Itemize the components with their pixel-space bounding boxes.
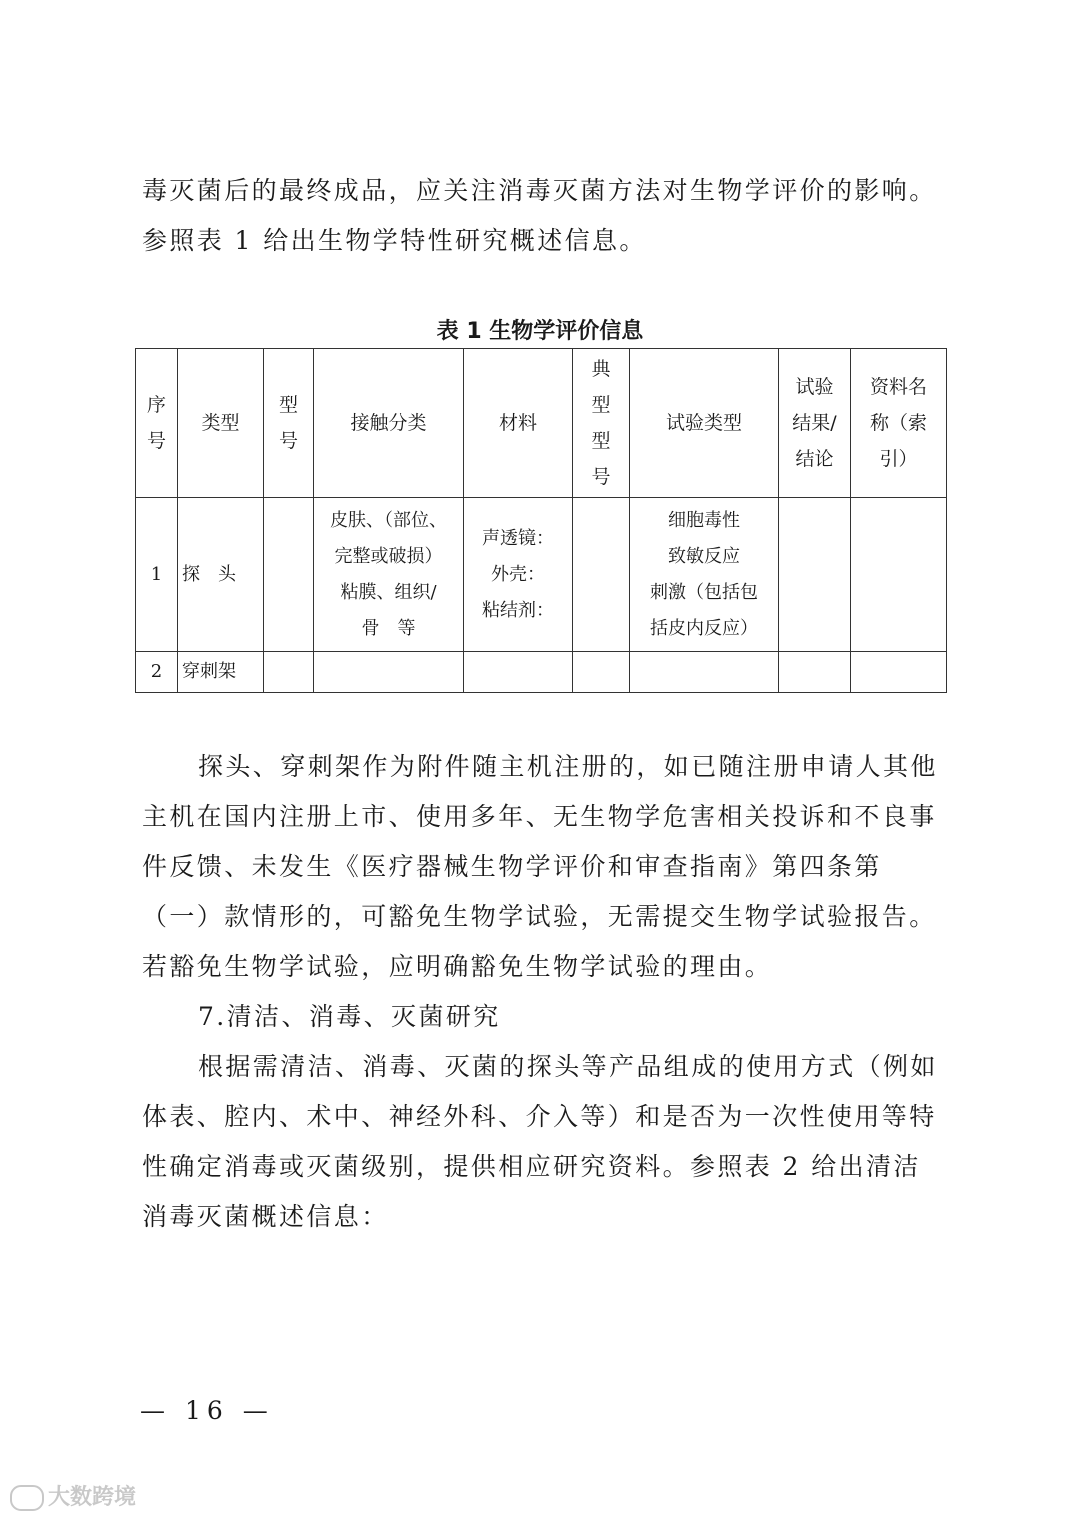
cell-reference — [851, 652, 947, 693]
table-row — [136, 652, 947, 693]
table-header-cell: 序 号 — [136, 349, 178, 498]
table-row — [136, 498, 947, 652]
table-header-cell: 试验 结果/ 结论 — [779, 349, 851, 498]
cell-reference — [851, 498, 947, 652]
table-header-cell: 接触分类 — [314, 349, 464, 498]
intro-line-1: 毒灭菌后的最终成品，应关注消毒灭菌方法对生物学评价的影响。 — [142, 176, 937, 205]
cell-typical-model — [573, 652, 630, 693]
cell-result — [779, 498, 851, 652]
watermark — [10, 1480, 136, 1511]
cell-test-types — [630, 652, 779, 693]
cell-contact — [314, 652, 464, 693]
table-header-row — [136, 349, 947, 498]
cell-typical-model — [573, 498, 630, 652]
cell-no: 1 — [136, 498, 178, 652]
cell-model — [264, 652, 314, 693]
page-number: — 16 — — [140, 1396, 274, 1425]
cell-contact: 皮肤、（部位、 完整或破损） 粘膜、组织/ 骨 等 — [314, 498, 464, 652]
table-header-cell: 型 号 — [264, 349, 314, 498]
cell-material: 声透镜： 外壳： 粘结剂： — [464, 498, 573, 652]
watermark-logo-icon — [10, 1485, 44, 1511]
cell-type: 探 头 — [178, 498, 264, 652]
body-paragraph-1: 探头、穿刺架作为附件随主机注册的，如已随注册申请人其他主机在国内注册上市、使用多年、无生物学危害相关投诉和不良事件反馈、未发生《医疗器械生物学评价和审查指南》第四条第（一）款情形的，可豁免生物学试验，无需提交生物学试验报告。若豁免生物学试验，应明确豁免生物学试验的理由。 — [142, 752, 938, 981]
table-header-cell: 材料 — [464, 349, 573, 498]
table-caption: 表 1 生物学评价信息 — [436, 319, 644, 344]
table-header-cell: 类型 — [178, 349, 264, 498]
cell-model — [264, 498, 314, 652]
cell-no: 2 — [136, 652, 178, 693]
bio-evaluation-table — [135, 348, 947, 693]
body-paragraph-2: 根据需清洁、消毒、灭菌的探头等产品组成的使用方式（例如体表、腔内、术中、神经外科、介入等）和是否为一次性使用等特性确定消毒或灭菌级别，提供相应研究资料。参照表 2 给出清洁消毒灭菌概述信息： — [142, 1052, 938, 1231]
table-header-cell: 试验类型 — [630, 349, 779, 498]
cell-result — [779, 652, 851, 693]
cell-material — [464, 652, 573, 693]
cell-test-types: 细胞毒性 致敏反应 刺激（包括包 括皮内反应） — [630, 498, 779, 652]
intro-paragraph — [142, 166, 942, 266]
section-heading: 7.清洁、消毒、灭菌研究 — [198, 1002, 501, 1031]
table-header-cell: 典 型 型 号 — [573, 349, 630, 498]
intro-line-2: 参照表 1 给出生物学特性研究概述信息。 — [142, 226, 647, 255]
table-header-cell: 资料名 称（索 引） — [851, 349, 947, 498]
body-text — [142, 742, 942, 1242]
cell-type: 穿刺架 — [178, 652, 264, 693]
watermark-text: 大数跨境 — [48, 1485, 137, 1510]
